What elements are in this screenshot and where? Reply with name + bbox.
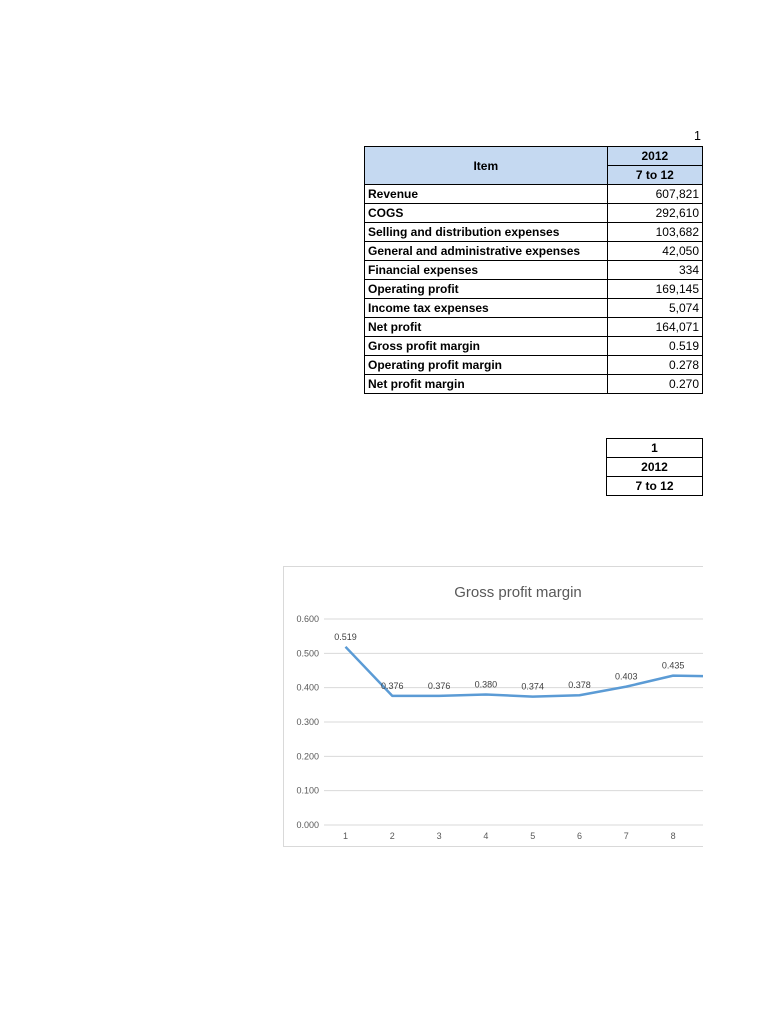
data-label: 0.380 [474,679,498,690]
row-value: 169,145 [607,280,702,299]
table-row [365,375,703,394]
table-row [365,337,703,356]
table-header-row [365,147,703,166]
row-value: 607,821 [607,185,702,204]
data-label: 0.374 [521,681,544,692]
page-number: 1 [694,129,701,143]
row-label: Operating profit [365,280,608,299]
row-value: 42,050 [607,242,702,261]
x-tick-label: 8 [670,831,676,841]
y-tick-label: 0.400 [296,682,319,693]
table-row [365,356,703,375]
row-label: Net profit [365,318,608,337]
row-label: Financial expenses [365,261,608,280]
x-tick-label: 5 [530,831,536,841]
table-row [365,318,703,337]
row-label: Revenue [365,185,608,204]
chart-title: Gross profit margin [454,584,582,601]
row-label: General and administrative expenses [365,242,608,261]
row-label: COGS [365,204,608,223]
row-value: 334 [607,261,702,280]
period-index-cell: 1 [607,439,703,458]
table-row [365,261,703,280]
row-value: 164,071 [607,318,702,337]
row-value: 292,610 [607,204,702,223]
x-tick-label: 1 [342,831,349,841]
item-column-header: Item [365,147,608,185]
data-label: 0.378 [568,680,591,691]
gross-profit-margin-chart [283,566,703,847]
row-label: Operating profit margin [365,356,608,375]
data-label: 0.403 [615,671,638,682]
y-tick-label: 0.600 [296,614,319,624]
row-value: 0.278 [607,356,702,375]
data-label: 0.519 [334,631,357,642]
period-table [606,438,703,496]
data-label: 0.435 [661,660,685,671]
period-column-header: 7 to 12 [607,166,702,185]
y-tick-label: 0.500 [296,648,319,659]
x-tick-label: 7 [623,831,629,841]
table-row [365,204,703,223]
table-row [365,185,703,204]
row-value: 0.519 [607,337,702,356]
income-statement-table [364,146,703,394]
row-label: Gross profit margin [365,337,608,356]
table-row [365,242,703,261]
chart-canvas [284,567,703,847]
y-tick-label: 0.200 [296,751,319,762]
data-label: 0.376 [427,680,451,691]
table-row [365,299,703,318]
row-label: Net profit margin [365,375,608,394]
period-range-cell: 7 to 12 [607,477,703,496]
table-row [365,280,703,299]
row-label: Selling and distribution expenses [365,223,608,242]
period-year-cell: 2012 [607,458,703,477]
row-label: Income tax expenses [365,299,608,318]
data-label: 0.376 [381,680,404,691]
x-tick-label: 3 [436,831,442,841]
row-value: 0.270 [607,375,702,394]
x-tick-label: 6 [576,831,583,841]
y-tick-label: 0.000 [296,820,319,830]
x-tick-label: 2 [389,831,395,841]
y-tick-label: 0.300 [296,717,319,727]
year-column-header: 2012 [607,147,702,166]
x-tick-label: 4 [483,831,489,841]
table-row [365,223,703,242]
row-value: 103,682 [607,223,702,242]
y-tick-label: 0.100 [296,785,319,796]
row-value: 5,074 [607,299,702,318]
